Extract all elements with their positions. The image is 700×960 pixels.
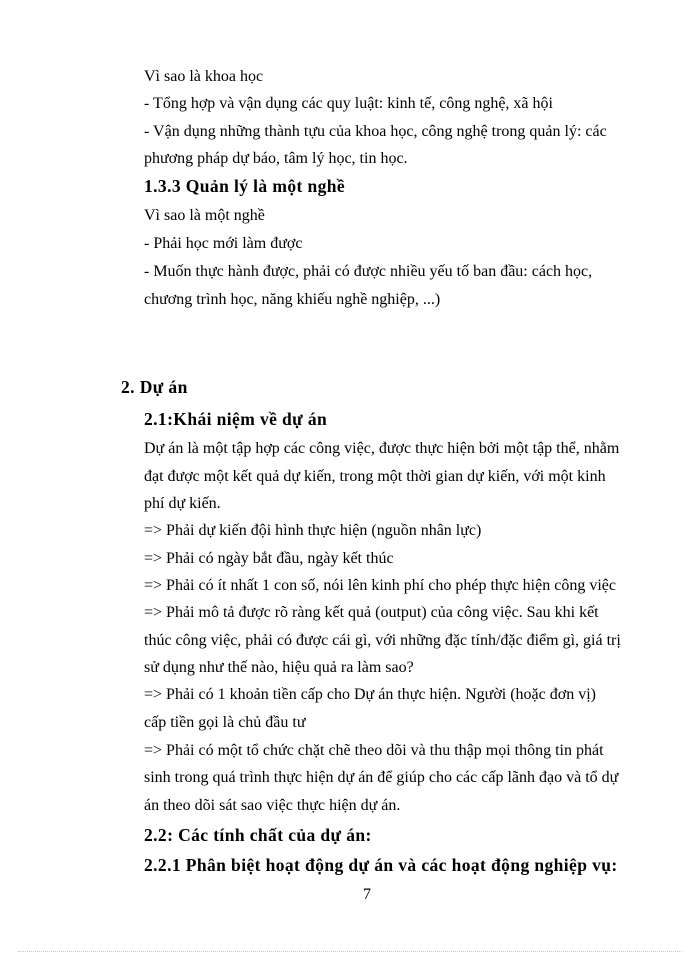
text-line-16: => Phải có ngày bắt đầu, ngày kết thúc xyxy=(144,550,394,567)
chapter-heading-2: 2. Dự án xyxy=(121,377,188,397)
page-bottom-divider xyxy=(18,951,682,952)
text-line-8: - Muốn thực hành được, phải có được nhiều yếu tố ban đầu: cách học, xyxy=(144,263,593,280)
text-line-14: phí dự kiến. xyxy=(144,495,221,512)
text-line-15: => Phải dự kiến đội hình thực hiện (nguồn nhân lực) xyxy=(144,522,482,539)
text-line-9: chương trình học, năng khiếu nghề nghiệp, ...) xyxy=(144,291,441,308)
text-line-13: đạt được một kết quả dự kiến, trong một thời gian dự kiến, với một kinh xyxy=(144,468,606,485)
section-heading-1-3-3: 1.3.3 Quản lý là một nghề xyxy=(144,176,346,196)
text-line-1: Vì sao là khoa học xyxy=(144,68,264,85)
text-line-23: => Phải có một tổ chức chặt chẽ theo dõi và thu thập mọi thông tin phát xyxy=(144,742,604,759)
section-heading-2-2-1: 2.2.1 Phân biệt hoạt động dự án và các hoạt động nghiệp vụ: xyxy=(144,855,618,875)
text-line-25: án theo dõi sát sao việc thực hiện dự án. xyxy=(144,797,401,814)
text-line-19: thúc công việc, phải có được cái gì, với những đặc tính/đặc điểm gì, giá trị xyxy=(144,632,621,649)
text-line-3: - Vận dụng những thành tựu của khoa học, công nghệ trong quản lý: các xyxy=(144,123,607,140)
text-line-22: cấp tiền gọi là chủ đầu tư xyxy=(144,714,306,731)
section-heading-2-1: 2.1:Khái niệm về dự án xyxy=(144,409,328,429)
section-heading-2-2: 2.2: Các tính chất của dự án: xyxy=(144,825,372,845)
text-line-20: sử dụng như thế nào, hiệu quả ra làm sao? xyxy=(144,659,414,676)
page-number: 7 xyxy=(363,886,371,903)
text-line-6: Vì sao là một nghề xyxy=(144,207,265,224)
text-line-2: - Tổng hợp và vận dụng các quy luật: kinh tế, công nghệ, xã hội xyxy=(144,95,553,112)
text-line-4: phương pháp dự báo, tâm lý học, tin học. xyxy=(144,150,408,167)
text-line-12: Dự án là một tập hợp các công việc, được thực hiện bởi một tập thể, nhằm xyxy=(144,440,620,457)
text-line-24: sinh trong quá trình thực hiện dự án để giúp cho các cấp lãnh đạo và tổ dự xyxy=(144,769,619,786)
text-line-7: - Phải học mới làm được xyxy=(144,235,303,252)
text-line-17: => Phải có ít nhất 1 con số, nói lên kinh phí cho phép thực hiện công việc xyxy=(144,577,616,594)
text-line-18: => Phải mô tả được rõ ràng kết quả (output) của công việc. Sau khi kết xyxy=(144,604,599,621)
text-line-21: => Phải có 1 khoản tiền cấp cho Dự án thực hiện. Người (hoặc đơn vị) xyxy=(144,686,596,703)
